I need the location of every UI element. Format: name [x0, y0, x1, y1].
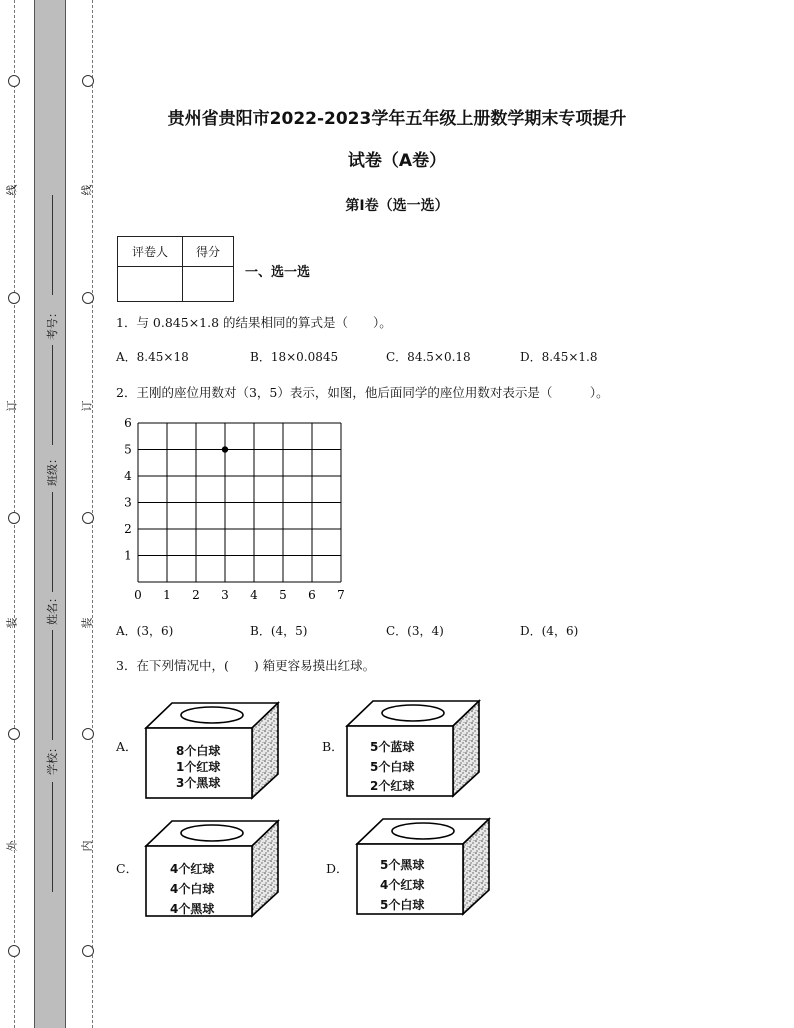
- q1-option-a[interactable]: A．8.45×18: [116, 350, 189, 364]
- margin-char-inner: 内: [80, 840, 94, 852]
- x-tick-label: 6: [308, 588, 316, 602]
- box-c-line-3: 4个黑球: [170, 902, 215, 916]
- x-tick-label: 2: [192, 588, 200, 602]
- q2-option-d[interactable]: D．(4，6): [520, 624, 579, 638]
- q1-option-b[interactable]: B．18×0.0845: [250, 350, 339, 364]
- x-tick-label: 4: [250, 588, 258, 602]
- box-a-line-3: 3个黑球: [176, 776, 221, 790]
- field-label-name: 姓名：: [46, 592, 59, 625]
- coordinate-grid: [112, 412, 362, 607]
- seat-point: [222, 446, 228, 452]
- score-table-grader-header: 评卷人: [118, 237, 183, 267]
- field-line[interactable]: [52, 492, 53, 592]
- q3-option-d-label[interactable]: D．: [326, 861, 349, 876]
- y-tick-label: 5: [124, 442, 132, 457]
- x-tick-label: 3: [221, 588, 229, 602]
- box-a-line-2: 1个红球: [176, 760, 221, 774]
- box-d-line-2: 4个红球: [380, 878, 425, 892]
- x-tick-label: 1: [163, 588, 171, 602]
- score-table-score-cell[interactable]: [183, 267, 234, 302]
- field-line[interactable]: [52, 630, 53, 740]
- q2-option-c[interactable]: C．(3，4): [386, 624, 444, 638]
- box-b[interactable]: [345, 698, 485, 800]
- y-tick-label: 3: [124, 495, 132, 510]
- punch-hole: [8, 512, 20, 524]
- score-table-grader-cell[interactable]: [118, 267, 183, 302]
- punch-hole: [82, 512, 94, 524]
- x-tick-label: 0: [134, 588, 142, 602]
- q2-option-b[interactable]: B．(4，5): [250, 624, 308, 638]
- page-subtitle: 试卷（A卷）: [347, 151, 447, 171]
- page-title: 贵州省贵阳市2022-2023学年五年级上册数学期末专项提升: [167, 109, 627, 129]
- punch-hole: [8, 945, 20, 957]
- margin-char-outer: 订: [5, 400, 19, 412]
- x-tick-label: 5: [279, 588, 287, 602]
- margin-char-inner: 线: [80, 184, 94, 196]
- field-line[interactable]: [52, 345, 53, 445]
- q3-option-b-label[interactable]: B．: [322, 739, 344, 754]
- margin-char-outer: 装: [5, 617, 19, 629]
- box-c-line-2: 4个白球: [170, 882, 215, 896]
- section-title: 第I卷（选一选）: [345, 198, 449, 214]
- box-b-line-2: 5个白球: [370, 760, 415, 774]
- margin-char-inner: 装: [80, 617, 94, 629]
- q1-option-d[interactable]: D．8.45×1.8: [520, 350, 598, 364]
- box-d-line-3: 5个白球: [380, 898, 425, 912]
- binding-band: [34, 0, 66, 1028]
- box-c-line-1: 4个红球: [170, 862, 215, 876]
- field-label-exam-number: 考号：: [46, 307, 59, 340]
- score-table: [117, 236, 234, 302]
- field-line[interactable]: [52, 195, 53, 295]
- field-line[interactable]: [52, 782, 53, 892]
- margin-char-outer: 线: [5, 184, 19, 196]
- punch-hole: [82, 945, 94, 957]
- punch-hole: [82, 292, 94, 304]
- margin-char-outer: 外: [5, 840, 19, 852]
- margin-char-inner: 订: [80, 400, 94, 412]
- score-table-score-header: 得分: [183, 237, 234, 267]
- y-tick-label: 2: [124, 522, 132, 536]
- field-label-school: 学校：: [46, 742, 59, 775]
- box-a-line-1: 8个白球: [176, 744, 221, 758]
- box-b-line-3: 2个红球: [370, 779, 415, 793]
- y-tick-label: 1: [124, 548, 132, 563]
- y-tick-label: 6: [124, 416, 132, 430]
- y-tick-label: 4: [124, 469, 132, 483]
- field-label-class: 班级：: [46, 453, 59, 486]
- box-b-line-1: 5个蓝球: [370, 740, 415, 754]
- box-d-line-1: 5个黑球: [380, 858, 425, 872]
- part-one-heading: 一、选一选: [245, 265, 311, 280]
- q3-option-a-label[interactable]: A．: [116, 739, 138, 754]
- box-d[interactable]: [355, 816, 495, 918]
- punch-hole: [8, 292, 20, 304]
- question-3: 3．在下列情况中，( ) 箱更容易摸出红球。: [116, 658, 376, 673]
- q3-option-c-label[interactable]: C．: [116, 861, 139, 876]
- question-1: 1．与 0.845×1.8 的结果相同的算式是（ ）。: [116, 315, 392, 330]
- q1-option-c[interactable]: C．84.5×0.18: [386, 350, 471, 364]
- punch-hole: [82, 75, 94, 87]
- question-2: 2．王刚的座位用数对（3，5）表示，如图，他后面同学的座位用数对表示是（ ）。: [116, 385, 609, 400]
- punch-hole: [8, 75, 20, 87]
- punch-hole: [82, 728, 94, 740]
- punch-hole: [8, 728, 20, 740]
- q2-option-a[interactable]: A．(3，6): [116, 624, 174, 638]
- x-tick-label: 7: [337, 588, 345, 602]
